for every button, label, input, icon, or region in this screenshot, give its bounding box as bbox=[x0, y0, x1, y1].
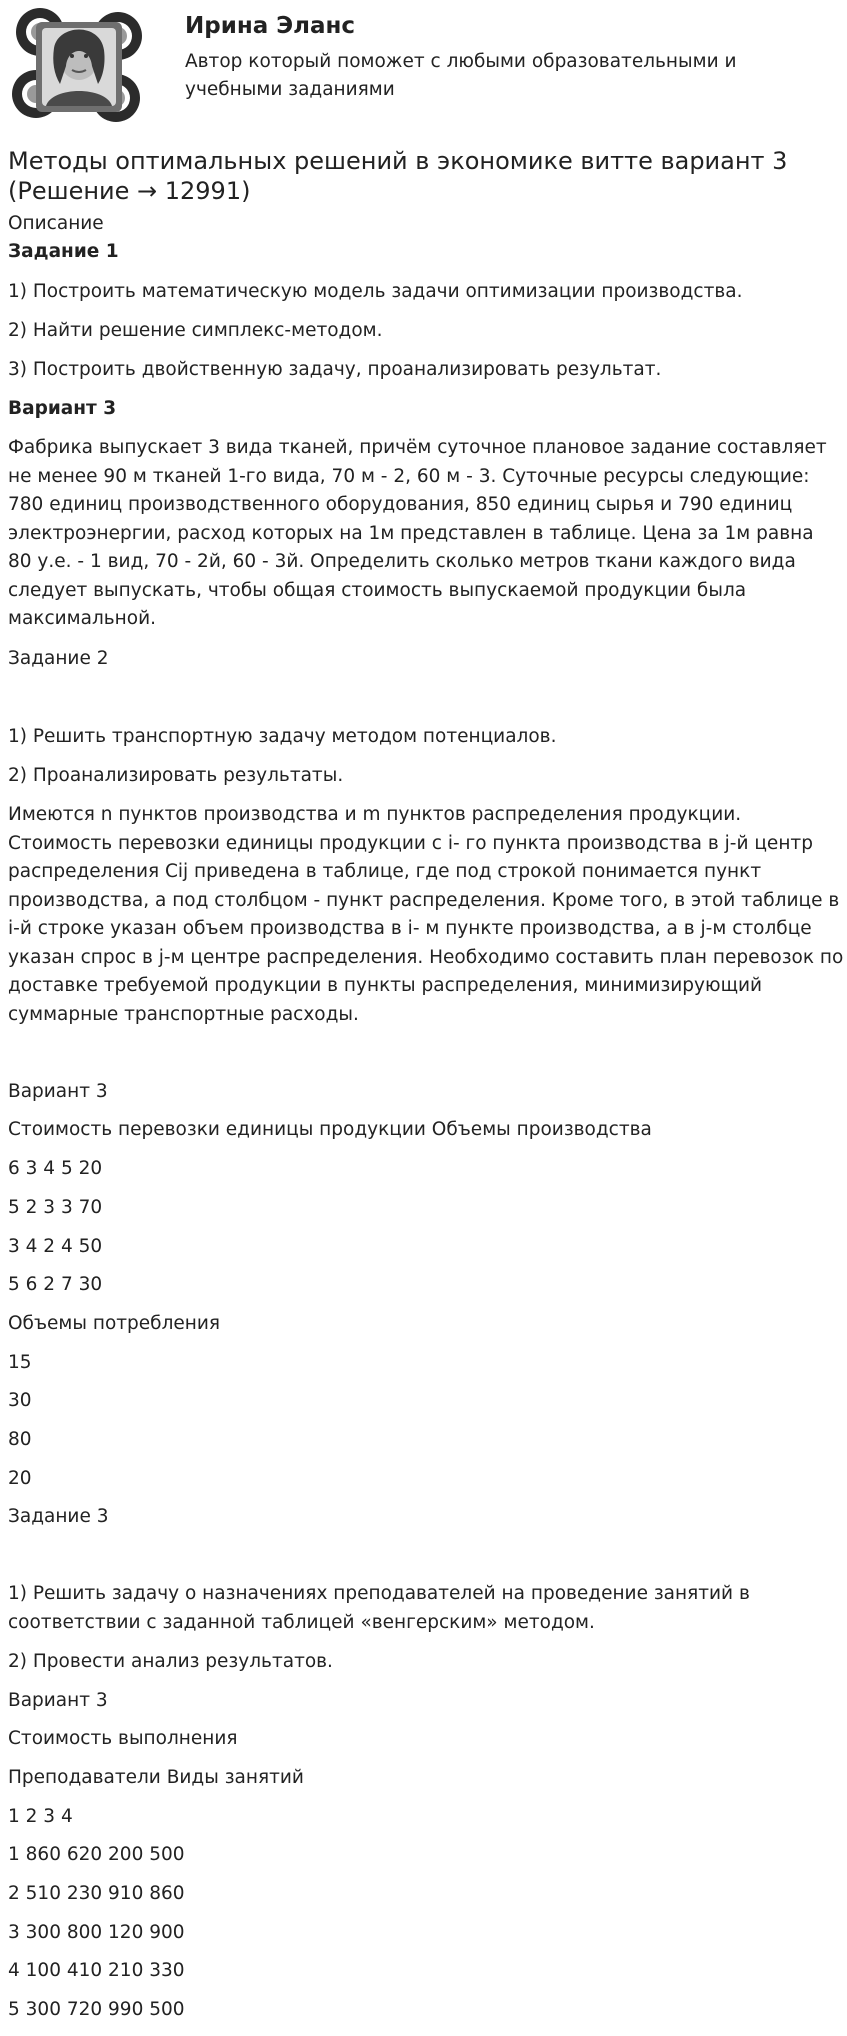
task2-table-row: 5 2 3 3 70 bbox=[8, 1197, 103, 1218]
author-name[interactable]: Ирина Эланс bbox=[185, 13, 356, 39]
task3-table-row: 3 300 800 120 900 bbox=[8, 1922, 185, 1943]
task2-text: Имеются n пунктов производства и m пунктов распределения продукции. Стоимость перевозки единицы продукции с i- го пункта производства в j-й центр распределения Cij приведена в таблице, где под строкой понимается пункт производства, а под столбцом - пункт распределения. Кроме того, в этой таблице в i-й строке указан объем производства в i- м пункте производства, а в j-м столбце указан спрос в j-м центре распределения. Необходимо составить план перевозок по доставке требуемой продукции в пункты распределения, минимизирующий суммарные транспортные расходы. bbox=[8, 804, 844, 1025]
task1-text: Фабрика выпускает 3 вида тканей, причём суточное плановое задание составляет не менее 90 м тканей 1-го вида, 70 м - 2, 60 м - 3. Суточные ресурсы следующие: 780 единиц производственного оборудования, 850 единиц сырья и 790 единиц электроэнергии, расход которых на 1м представлен в таблице. Цена за 1м равна 80 у.е. - 1 вид, 70 - 2й, 60 - 3й. Определить сколько метров ткани каждого вида следует выпускать, чтобы общая стоимость выпускаемой продукции была максимальной. bbox=[8, 437, 827, 629]
task2-heading: Задание 2 bbox=[8, 648, 109, 669]
task2-variant: Вариант 3 bbox=[8, 1081, 108, 1102]
task2-table-row: 6 3 4 5 20 bbox=[8, 1158, 103, 1179]
author-card bbox=[0, 0, 847, 140]
task2-consumption-value: 30 bbox=[8, 1390, 32, 1411]
task2-table-row: 5 6 2 7 30 bbox=[8, 1274, 103, 1295]
task1-item: 2) Найти решение симплекс-методом. bbox=[8, 320, 383, 341]
task2-consumption-value: 80 bbox=[8, 1429, 32, 1450]
task3-heading: Задание 3 bbox=[8, 1506, 109, 1527]
task3-table-row: 2 510 230 910 860 bbox=[8, 1883, 185, 1904]
task2-consumption-value: 15 bbox=[8, 1352, 32, 1373]
author-avatar bbox=[6, 6, 152, 126]
task1-item: 3) Построить двойственную задачу, проанализировать результат. bbox=[8, 359, 662, 380]
task3-item: 1) Решить задачу о назначениях преподавателей на проведение занятий в соответствии с заданной таблицей «венгерским» методом. bbox=[8, 1583, 750, 1633]
task3-table-columns: 1 2 3 4 bbox=[8, 1806, 73, 1827]
author-description: Автор который поможет с любыми образовательными и учебными заданиями bbox=[185, 51, 737, 100]
task1-heading: Задание 1 bbox=[8, 241, 119, 262]
page-title: Методы оптимальных решений в экономике витте вариант 3 (Решение → 12991) bbox=[8, 147, 788, 205]
task3-table-row: 1 860 620 200 500 bbox=[8, 1844, 185, 1865]
task3-variant: Вариант 3 bbox=[8, 1690, 108, 1711]
task2-item: 1) Решить транспортную задачу методом потенциалов. bbox=[8, 726, 557, 747]
task3-table-row: 4 100 410 210 330 bbox=[8, 1960, 185, 1981]
task2-item: 2) Проанализировать результаты. bbox=[8, 765, 344, 786]
task2-consumption-value: 20 bbox=[8, 1468, 32, 1489]
task3-cost-label: Стоимость выполнения bbox=[8, 1728, 238, 1749]
task1-item: 1) Построить математическую модель задачи оптимизации производства. bbox=[8, 281, 743, 302]
description-label: Описание bbox=[8, 213, 104, 234]
task2-consumption-label: Объемы потребления bbox=[8, 1313, 221, 1334]
task3-table-header: Преподаватели Виды занятий bbox=[8, 1767, 304, 1788]
task2-table-header: Стоимость перевозки единицы продукции Объемы производства bbox=[8, 1119, 652, 1140]
task2-table-row: 3 4 2 4 50 bbox=[8, 1236, 103, 1257]
task3-table-row: 5 300 720 990 500 bbox=[8, 1999, 185, 2020]
task1-variant-heading: Вариант 3 bbox=[8, 398, 117, 419]
task3-item: 2) Провести анализ результатов. bbox=[8, 1651, 333, 1672]
